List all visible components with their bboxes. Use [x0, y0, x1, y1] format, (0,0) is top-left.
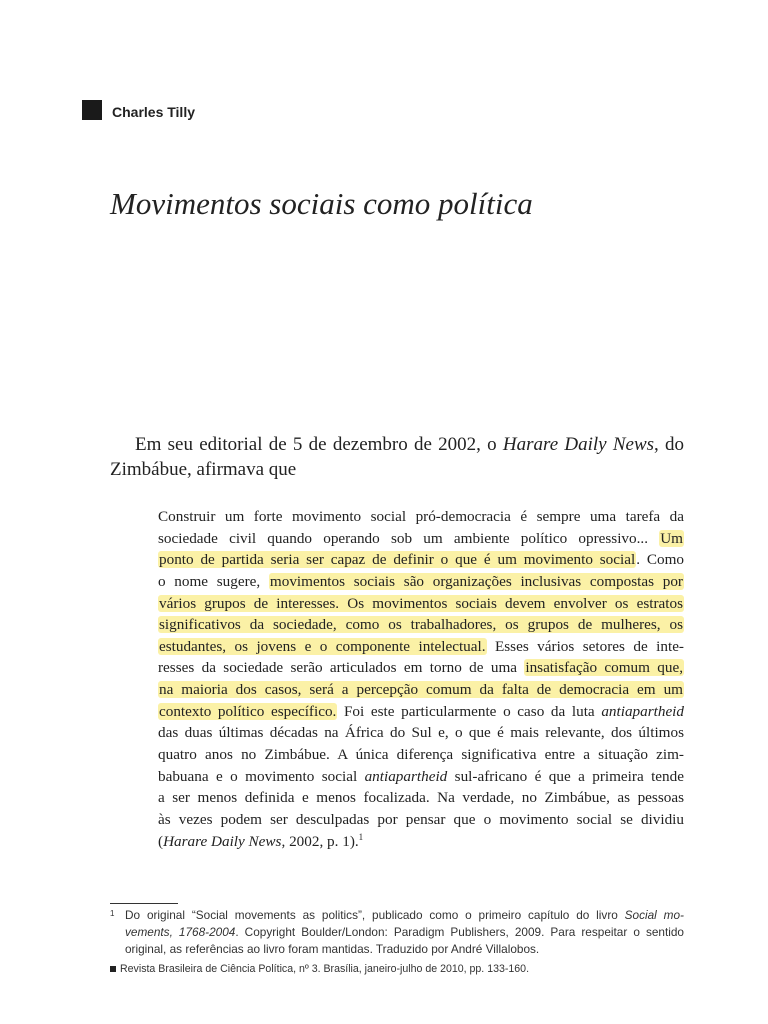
journal-citation	[110, 963, 529, 975]
author-name: Charles Tilly	[112, 104, 196, 120]
quote-line: quatro anos no Zimbábue. A única diferença significativa entre a situação zim-	[158, 746, 684, 764]
quote-line	[158, 614, 684, 636]
quote-line: às vezes podem ser desculpadas por pensar que o movimento social se dividiu	[158, 810, 684, 828]
author-header	[82, 100, 195, 120]
quote-line	[158, 593, 684, 615]
quote-line: o nome sugere, movimentos sociais são organizações inclusivas compostas por	[158, 572, 683, 590]
quote-line: resses da sociedade serão articulados em torno de uma insatisfação comum que,	[158, 659, 683, 677]
quote-line: ponto de partida seria ser capaz de definir o que é um movimento social. Como	[159, 551, 684, 569]
intro-line-1: Em seu editorial de 5 de dezembro de 2002, o Harare Daily News, do	[135, 434, 685, 455]
quote-line: sociedade civil quando operando sob um ambiente político opressivo... Um	[158, 529, 683, 547]
journal-marker-square	[110, 966, 116, 972]
quote-line: estudantes, os jovens e o componente intelectual. Esses vários setores de inte-	[159, 637, 684, 655]
highlight: na maioria dos casos, será a percepção comum da falta de democracia em um	[159, 681, 683, 699]
highlight: significativos da sociedade, como os trabalhadores, os grupos de mulheres, os	[159, 616, 683, 634]
footnote-divider	[110, 903, 178, 904]
quote-line	[158, 679, 684, 701]
quote-line: babuana e o movimento social antiapartheid sul-africano é que a primeira tende	[158, 767, 684, 785]
block-quote	[158, 506, 684, 852]
journal-text: Revista Brasileira de Ciência Política, nº 3. Brasília, janeiro-julho de 2010, pp. 133-160.	[120, 963, 530, 975]
footnote-number: 1	[110, 909, 115, 918]
footnote	[110, 907, 684, 958]
highlight: vários grupos de interesses. Os movimentos sociais devem envolver os estratos	[159, 594, 683, 612]
footnote-ref[interactable]: 1	[358, 831, 364, 842]
quote-line: a ser menos definida e menos focalizada. Na verdade, no Zimbábue, as pessoas	[158, 789, 684, 807]
footnote-line: original, as referências ao livro foram mantidas. Traduzido por André Villalobos.	[125, 942, 540, 956]
quote-line: das duas últimas décadas na África do Sul e, o que é mais relevante, dos últimos	[158, 724, 684, 742]
highlight: estudantes, os jovens e o componente intelectual.	[159, 637, 486, 655]
highlight: Um	[660, 529, 683, 547]
article-title: Movimentos sociais como política	[110, 186, 533, 221]
highlight: contexto político específico.	[159, 702, 337, 720]
footnote-line: Do original “Social movements as politics”, publicado como o primeiro capítulo do livro Social mo-	[125, 908, 684, 922]
highlight: ponto de partida seria ser capaz de definir o que é um movimento social	[159, 551, 636, 569]
intro-line-2: Zimbábue, afirmava que	[110, 459, 297, 480]
highlight: insatisfação comum que,	[525, 659, 683, 677]
quote-line: contexto político específico. Foi este particularmente o caso da luta antiapartheid	[159, 702, 684, 720]
footnote-line: vements, 1768-2004. Copyright Boulder/London: Paradigm Publishers, 2009. Para respeitar o sentido	[125, 925, 684, 939]
highlight: movimentos sociais são organizações inclusivas compostas por	[269, 572, 683, 590]
quote-line: (Harare Daily News, 2002, p. 1).$^1$	[158, 831, 364, 850]
intro-paragraph	[110, 432, 684, 482]
author-marker-square	[82, 100, 102, 120]
quote-line: Construir um forte movimento social pró-democracia é sempre uma tarefa da	[158, 508, 684, 525]
